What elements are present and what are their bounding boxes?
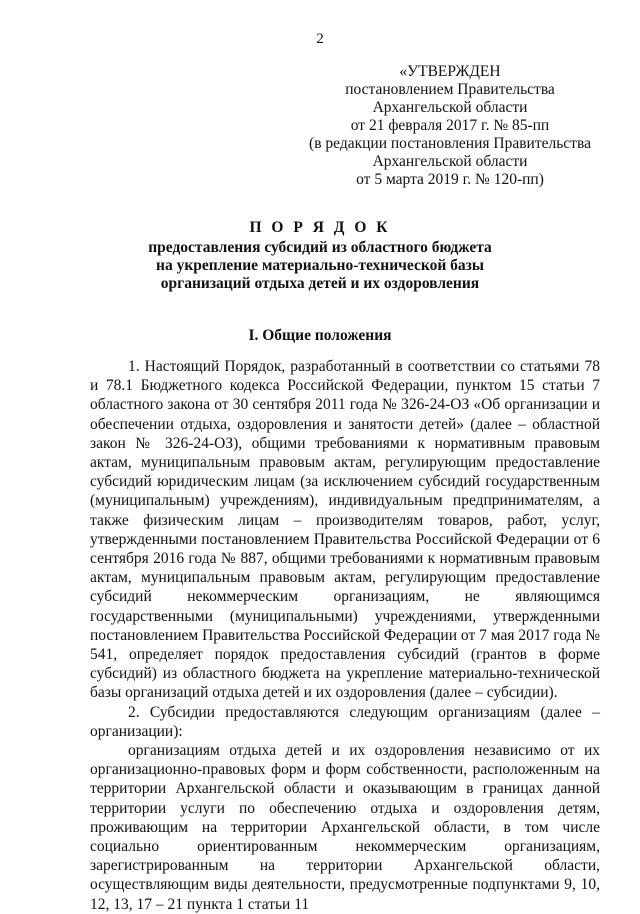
paragraph [90,741,600,914]
section-heading: I. Общие положения [248,327,392,344]
approval-line: Архангельской области [372,153,528,170]
title-line: организаций отдыха детей и их оздоровления [160,275,480,292]
approval-line: постановлением Правительства [345,81,555,98]
approval-line: от 21 февраля 2017 г. № 85-пп [350,117,550,134]
title-heading: П О Р Я Д О К [249,219,391,236]
title-line: на укрепление материально-технической базы [156,257,484,274]
document-title [120,219,520,293]
approval-stamp [300,63,600,189]
approval-line: от 5 марта 2019 г. № 120-пп) [356,171,544,188]
paragraph-text: организациям отдыха детей и их оздоровления независимо от их организационно-правовых форм и форм собственности, расположенным на территории Архангельской области и оказывающим в границах данной территории услуги по обеспечению отдыха и оздоровления детям, проживающим на территории Архангельской области, в том числе социально ориентированным некоммерческим организациям, зарегистрированным на территории Архангельской области, осуществляющим виды деятельности, предусмотренные подпунктами 9, 10, 12, 13, 17 – 21 пункта 1 статьи 11 [90,742,600,913]
approval-line: (в редакции постановления Правительства [309,135,591,152]
page-number: 2 [316,31,324,47]
document-body [90,357,600,914]
paragraph [90,357,600,703]
paragraph-text: 1. Настоящий Порядок, разработанный в соответствии со статьями 78 и 78.1 Бюджетного кодекса Российской Федерации, пунктом 15 статьи 7 областного закона от 30 сентября 2011 года № 326-24-ОЗ «Об организации и обеспечении отдыха, оздоровления и занятости детей» (далее – областной закон № 326-24-ОЗ), общими требованиями к нормативным правовым актам, муниципальным правовым актам, регулирующим предоставление субсидий юридическим лицам (за исключением субсидий государственным (муниципальным) учреждениям), индивидуальным предпринимателям, а также физическим лицам – производителям товаров, работ, услуг, утвержденными постановлением Правительства Российской Федерации от 6 сентября 2016 года № 887, общими требованиями к нормативным правовым актам, муниципальным правовым актам, регулирующим предоставление субсидий некоммерческим организациям, не являющимся государственными (муниципальными) учреждениями, утвержденными постановлением Правительства Российской Федерации от 7 мая 2017 года № 541, определяет порядок предоставления субсидий (грантов в форме субсидий) из областного бюджета на укрепление материально-технической базы организаций отдыха детей и их оздоровления (далее – субсидии). [90,358,600,702]
paragraph-text: 2. Субсидии предоставляются следующим организациям (далее – организации): [90,703,600,740]
approval-line: Архангельской области [372,99,528,116]
paragraph [90,703,600,741]
title-line: предоставления субсидий из областного бюджета [148,239,492,256]
approval-line: «УТВЕРЖДЕН [399,63,501,80]
